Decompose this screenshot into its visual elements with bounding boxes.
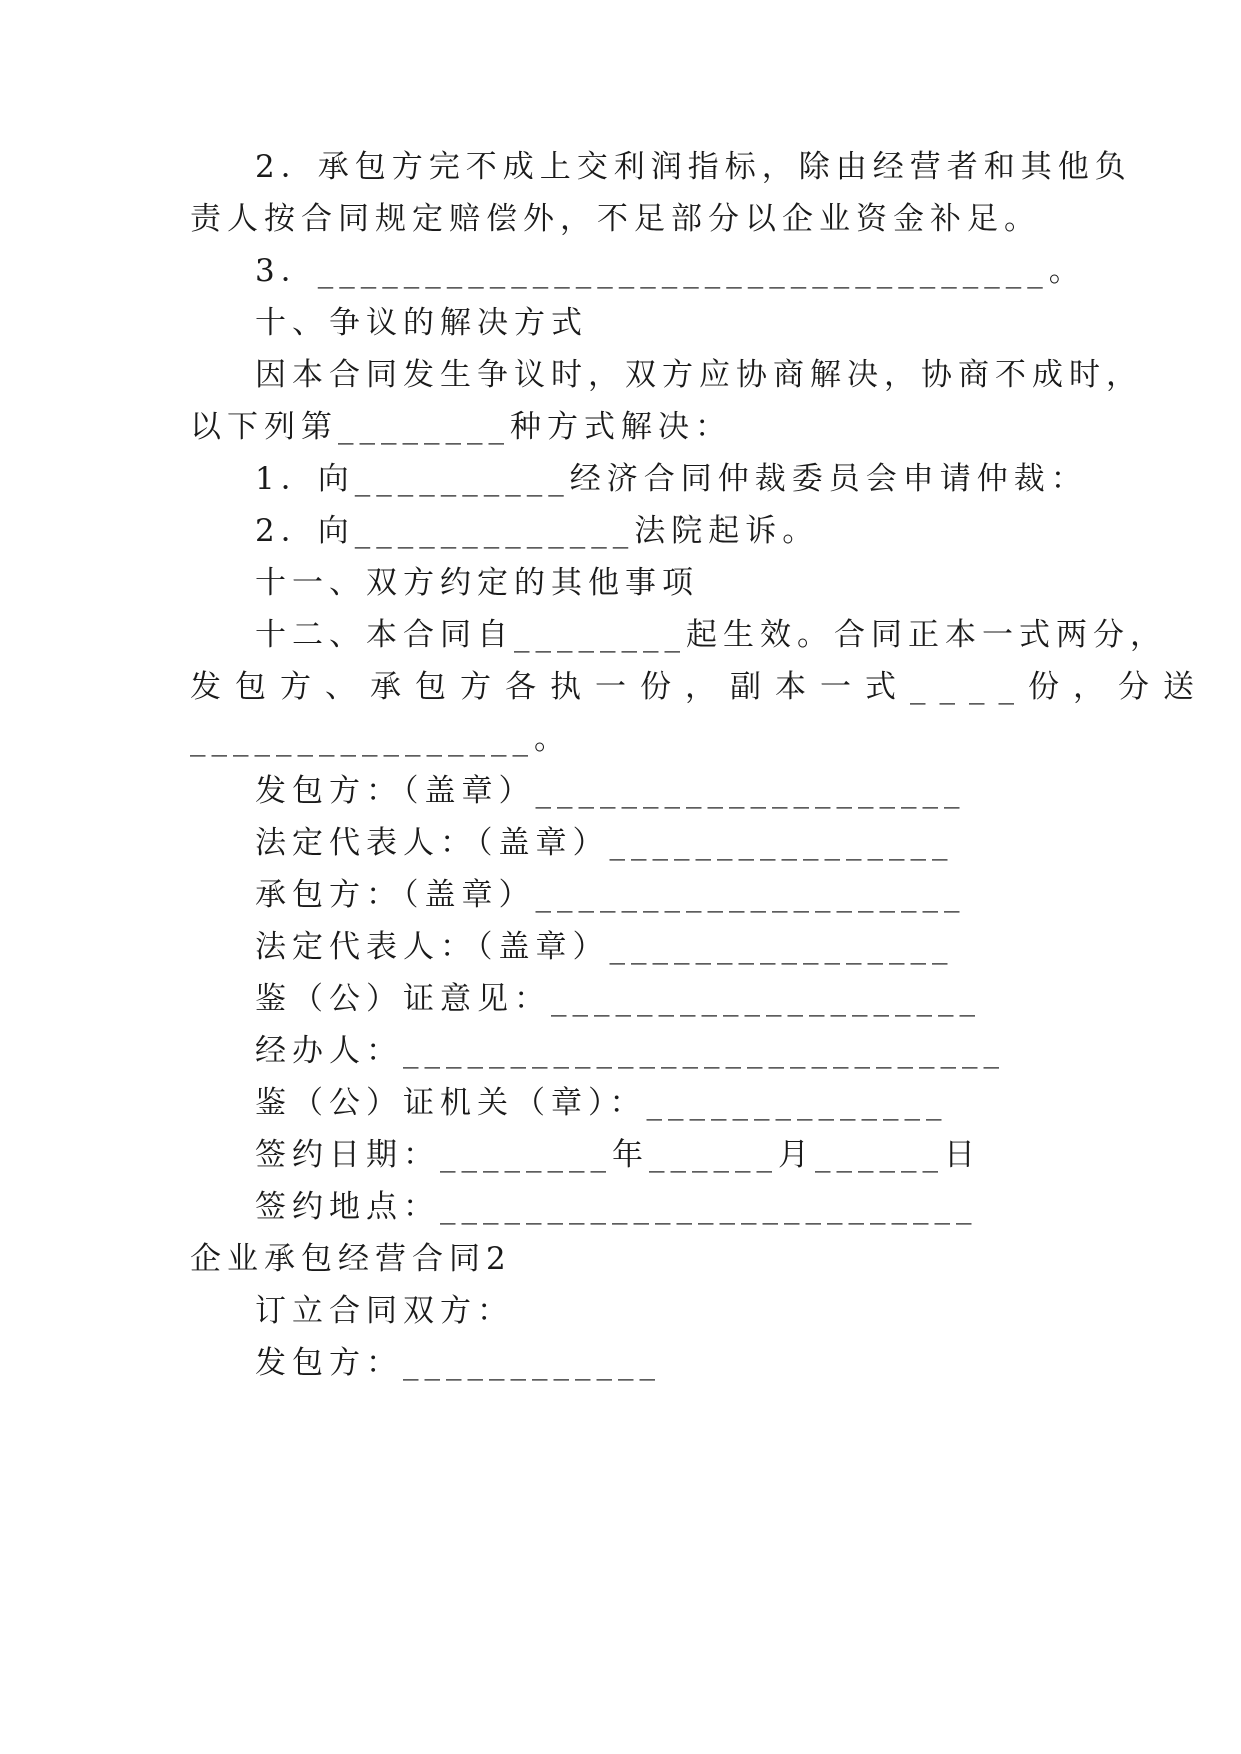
paragraph-line: 因本合同发生争议时，双方应协商解决，协商不成时，	[255, 357, 1143, 393]
paragraph-line: 3．__________________________________。	[255, 253, 1086, 289]
paragraph-line: 责人按合同规定赔偿外，不足部分以企业资金补足。	[190, 201, 1041, 237]
signature-field: 鉴（公）证机关（章）：______________	[255, 1085, 948, 1121]
signature-field: 发包方：____________	[255, 1345, 661, 1381]
paragraph-line: ________________。	[190, 721, 571, 757]
signature-field: 经办人：____________________________	[255, 1033, 1005, 1069]
section-heading: 十、争议的解决方式	[255, 305, 588, 341]
signature-field: 鉴（公）证意见：____________________	[255, 981, 981, 1017]
signature-field: 法定代表人：（盖章）________________	[255, 825, 954, 861]
document-title: 企业承包经营合同2	[190, 1241, 512, 1277]
signature-field: 法定代表人：（盖章）________________	[255, 929, 954, 965]
paragraph-line: 十二、本合同自________起生效。合同正本一式两分，	[255, 617, 1167, 653]
signature-field: 承包方：（盖章）____________________	[255, 877, 966, 913]
paragraph-line: 2．承包方完不成上交利润指标，除由经营者和其他负	[255, 149, 1132, 185]
section-heading: 十一、双方约定的其他事项	[255, 565, 699, 601]
paragraph-line: 发包方、承包方各执一份，副本一式____份，分送	[190, 669, 1208, 705]
paragraph-line: 以下列第________种方式解决：	[190, 409, 732, 445]
location-field: 签约地点：_________________________	[255, 1189, 978, 1225]
signature-field: 发包方：（盖章）____________________	[255, 773, 966, 809]
paragraph-line: 订立合同双方：	[255, 1293, 514, 1329]
date-field: 签约日期：________年______月______日	[255, 1137, 981, 1173]
list-item: 1．向__________经济合同仲裁委员会申请仲裁：	[255, 461, 1088, 497]
list-item: 2．向_____________法院起诉。	[255, 513, 820, 549]
